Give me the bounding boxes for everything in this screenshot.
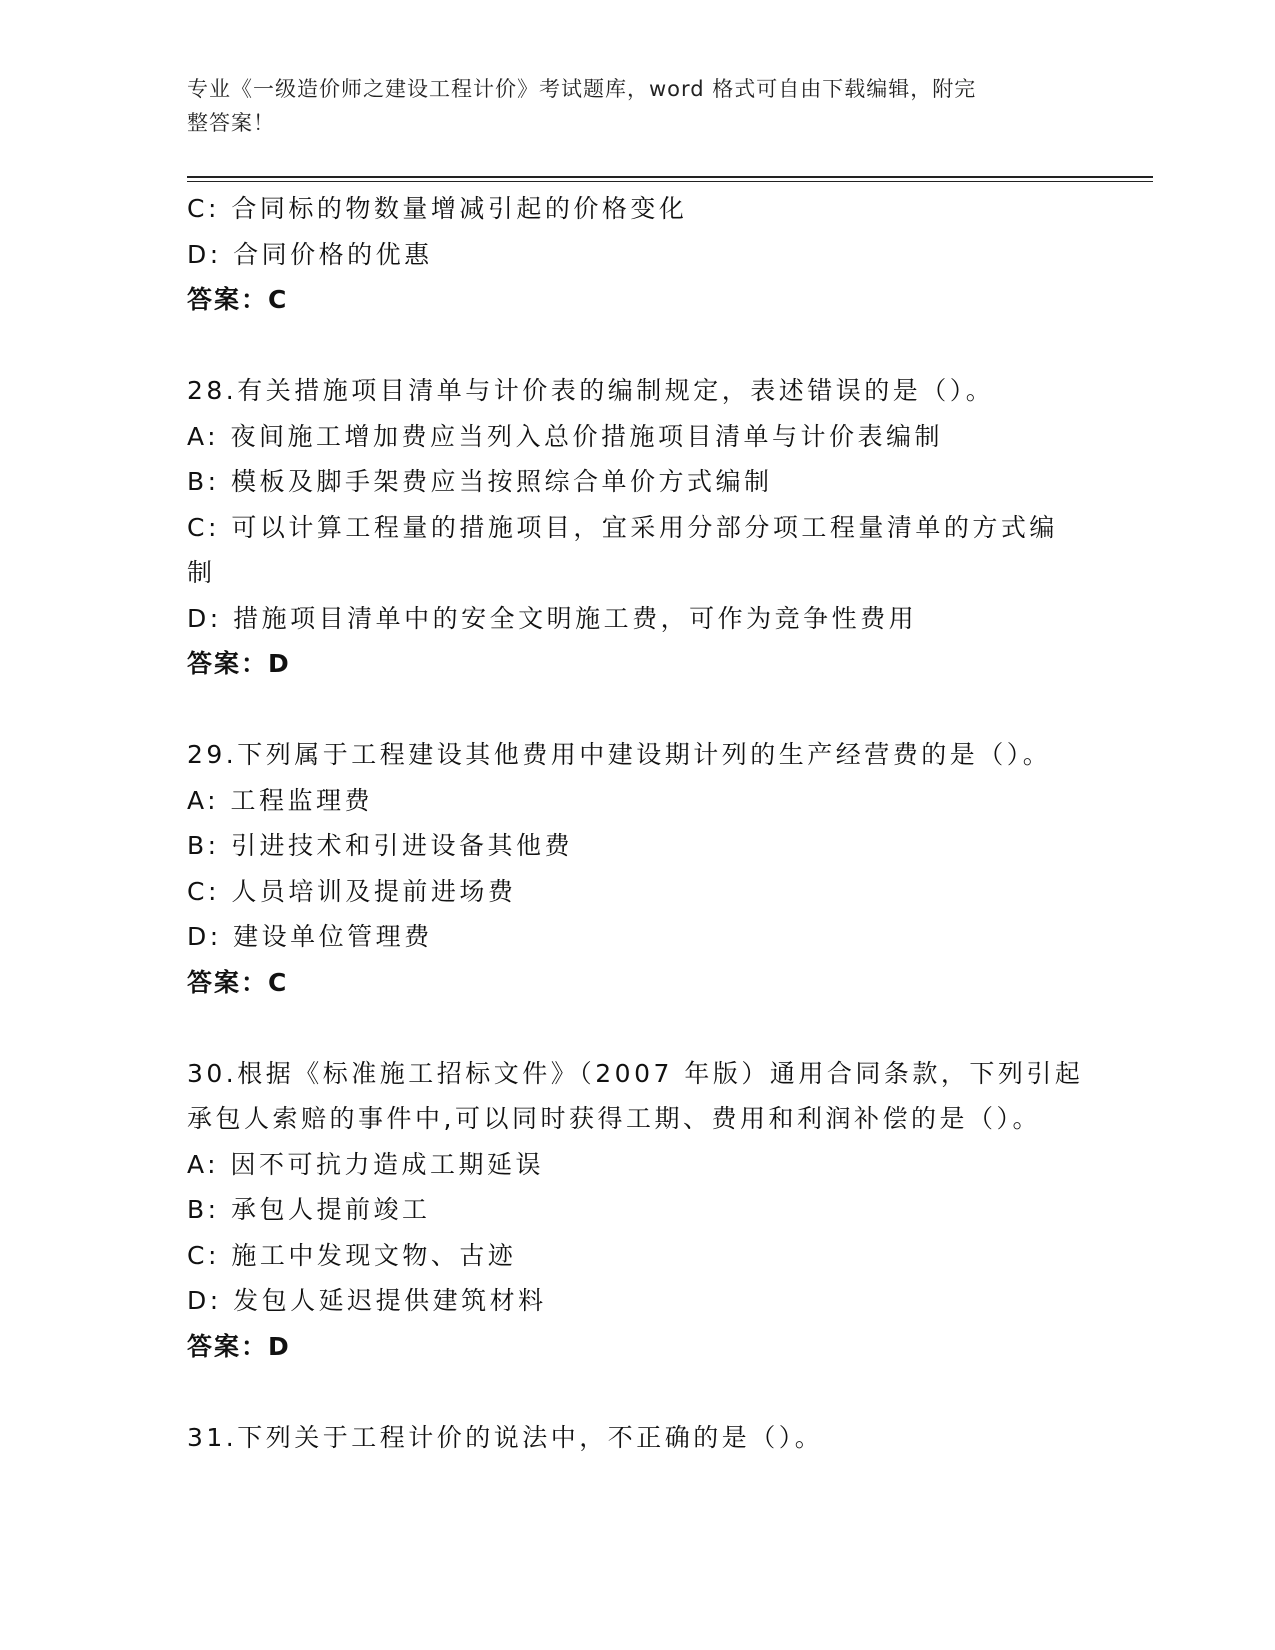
header-line-1: 专业《一级造价师之建设工程计价》考试题库，word 格式可自由下载编辑，附完 [187,77,977,101]
answer: 答案：C [187,967,289,997]
option-d: D: 措施项目清单中的安全文明施工费，可作为竞争性费用 [187,603,918,633]
spacer [187,1369,1087,1415]
question-stem: 28.有关措施项目清单与计价表的编制规定，表述错误的是（）。 [187,376,995,405]
page-header [187,72,1067,140]
header-rule-thick [187,176,1153,178]
question-stem: 30.根据《标准施工招标文件》（2007 年版）通用合同条款，下列引起 [187,1058,1084,1088]
question-stem: 29.下列属于工程建设其他费用中建设期计列的生产经营费的是（）。 [187,740,1052,769]
answer: 答案：C [187,285,289,314]
question-28 [187,368,1087,687]
option-c-continued: 制 [187,558,216,587]
option-a: A: 工程监理费 [187,785,374,815]
option-c: C: 合同标的物数量增减引起的价格变化 [187,194,688,223]
question-31 [187,1415,1087,1461]
option-b: B: 引进技术和引进设备其他费 [187,831,574,860]
option-b: B: 模板及脚手架费应当按照综合单价方式编制 [187,467,773,496]
question-30 [187,1051,1087,1370]
spacer [187,323,1087,369]
spacer [187,1005,1087,1051]
question-stem: 31.下列关于工程计价的说法中，不正确的是（）。 [187,1422,824,1452]
answer: 答案：D [187,1331,291,1361]
option-c: C: 可以计算工程量的措施项目，宜采用分部分项工程量清单的方式编 [187,512,1058,542]
option-b: B: 承包人提前竣工 [187,1195,431,1224]
option-a: A: 因不可抗力造成工期延误 [187,1149,545,1179]
header-rule-thin [187,181,1153,182]
option-c: C: 人员培训及提前进场费 [187,876,517,906]
option-d: D: 合同价格的优惠 [187,239,433,269]
spacer [187,687,1087,733]
question-29 [187,732,1087,1005]
header-line-2: 整答案！ [187,111,275,135]
option-d: D: 发包人延迟提供建筑材料 [187,1286,547,1315]
question-list [187,186,1087,1460]
option-d: D: 建设单位管理费 [187,922,433,951]
question-27-tail [187,186,1087,323]
option-c: C: 施工中发现文物、古迹 [187,1240,517,1270]
answer: 答案：D [187,649,291,678]
option-a: A: 夜间施工增加费应当列入总价措施项目清单与计价表编制 [187,421,944,451]
question-stem-continued: 承包人索赔的事件中,可以同时获得工期、费用和利润补偿的是（）。 [187,1104,1041,1133]
